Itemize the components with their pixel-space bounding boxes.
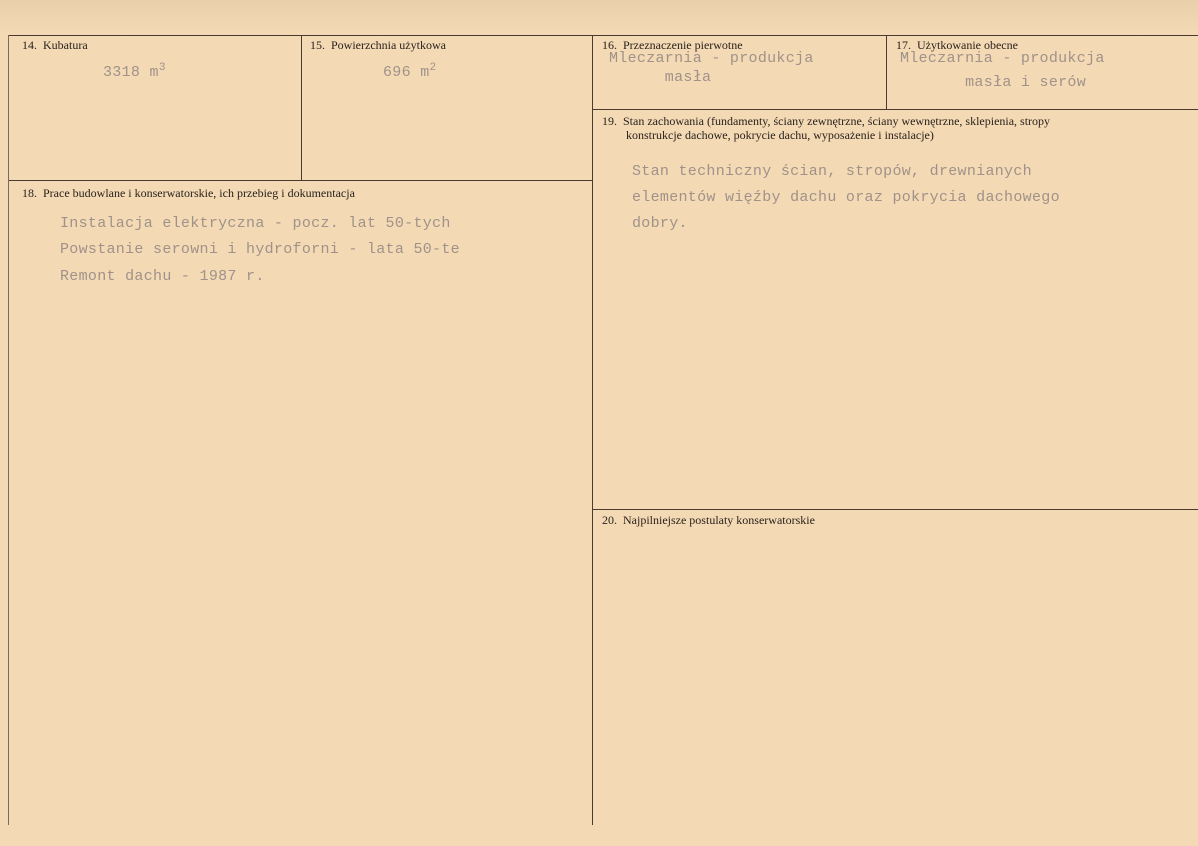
- divider-center: [592, 35, 593, 825]
- field-16-value-line-2: masła: [609, 69, 712, 86]
- left-edge: [8, 35, 9, 825]
- field-17-label: 17. Użytkowanie obecne: [896, 38, 1018, 52]
- field-18-value-line-3: Remont dachu - 1987 r.: [60, 268, 265, 285]
- field-14-label: 14. Kubatura: [22, 38, 88, 52]
- rule-under-19: [592, 509, 1198, 510]
- field-18-value-line-2: Powstanie serowni i hydroforni - lata 50-te: [60, 241, 460, 258]
- card-top-edge: [0, 0, 1198, 34]
- field-16-label: 16. Przeznaczenie pierwotne: [602, 38, 743, 52]
- field-19-value-line-2: elementów więźby dachu oraz pokrycia dachowego: [632, 189, 1060, 206]
- field-14-value: 3318 $m^3$: [103, 62, 166, 81]
- field-19-value-line-1: Stan techniczny ścian, stropów, drewnianych: [632, 163, 1032, 180]
- rule-under-14-15: [8, 180, 592, 181]
- field-15-label: 15. Powierzchnia użytkowa: [310, 38, 446, 52]
- field-15-value: 696 $m^2$: [383, 62, 437, 81]
- field-17-value-line-1: Mleczarnia - produkcja: [900, 50, 1105, 67]
- field-19-value-line-3: dobry.: [632, 215, 688, 232]
- field-16-value-line-1: Mleczarnia - produkcja: [609, 50, 814, 67]
- field-17-value-line-2: masła i serów: [900, 74, 1087, 91]
- rule-under-16-17: [592, 109, 1198, 110]
- divider-16-17: [886, 35, 887, 109]
- field-19-label-line-2: konstrukcje dachowe, pokrycie dachu, wyposażenie i instalacje): [626, 128, 934, 142]
- field-18-value-line-1: Instalacja elektryczna - pocz. lat 50-tych: [60, 215, 451, 232]
- field-19-label-line-1: 19. Stan zachowania (fundamenty, ściany zewnętrzne, ściany wewnętrzne, sklepienia, stropy: [602, 114, 1051, 128]
- top-rule: [8, 35, 1198, 36]
- field-18-label: 18. Prace budowlane i konserwatorskie, ich przebieg i dokumentacja: [22, 186, 355, 200]
- field-20-label: 20. Najpilniejsze postulaty konserwatorskie: [602, 513, 815, 527]
- divider-14-15: [301, 35, 302, 180]
